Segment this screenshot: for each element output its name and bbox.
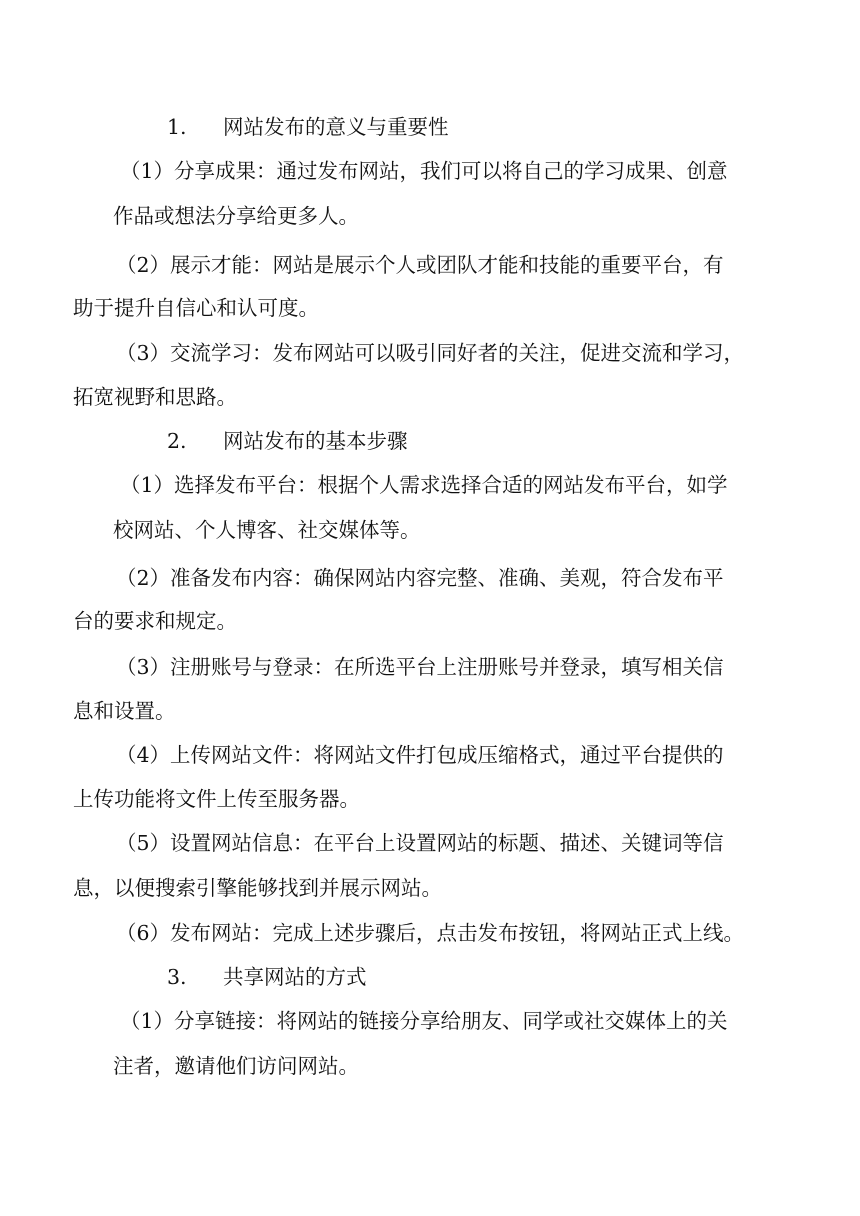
section-heading [167,112,449,142]
paragraph-line: 拓宽视野和思路。 [73,385,237,409]
paragraph-line: 上传功能将文件上传至服务器。 [73,787,360,811]
paragraph-line: 注者，邀请他们访问网站。 [113,1054,359,1078]
section-number: 2. [167,429,187,453]
paragraph-line: 校网站、个人博客、社交媒体等。 [113,518,421,542]
section-number: 3. [167,965,187,989]
paragraph-line: （3）交流学习：发布网站可以吸引同好者的关注，促进交流和学习， [116,341,745,365]
section-title: 共享网站的方式 [223,965,367,989]
paragraph-line: （5）设置网站信息：在平台上设置网站的标题、描述、关键词等信 [116,831,724,855]
section-heading [167,962,367,992]
paragraph-line: （1）分享成果：通过发布网站，我们可以将自己的学习成果、创意 [120,159,728,183]
paragraph-line: （1）分享链接：将网站的链接分享给朋友、同学或社交媒体上的关 [120,1009,728,1033]
section-number: 1. [167,115,187,139]
paragraph-line: （2）准备发布内容：确保网站内容完整、准确、美观，符合发布平 [116,566,724,590]
paragraph-line: （4）上传网站文件：将网站文件打包成压缩格式，通过平台提供的 [116,743,724,767]
section-heading [167,426,408,456]
section-title: 网站发布的意义与重要性 [223,115,449,139]
paragraph-line: （2）展示才能：网站是展示个人或团队才能和技能的重要平台，有 [116,253,724,277]
paragraph-line: 息，以便搜索引擎能够找到并展示网站。 [73,876,442,900]
paragraph-line: 助于提升自信心和认可度。 [73,296,319,320]
paragraph-line: 息和设置。 [73,699,176,723]
paragraph-line: 台的要求和规定。 [73,609,237,633]
section-title: 网站发布的基本步骤 [223,429,408,453]
paragraph-line: （1）选择发布平台：根据个人需求选择合适的网站发布平台，如学 [120,473,728,497]
paragraph-line: （6）发布网站：完成上述步骤后，点击发布按钮，将网站正式上线。 [116,921,745,945]
paragraph-line: （3）注册账号与登录：在所选平台上注册账号并登录，填写相关信 [116,655,724,679]
paragraph-line: 作品或想法分享给更多人。 [113,204,359,228]
